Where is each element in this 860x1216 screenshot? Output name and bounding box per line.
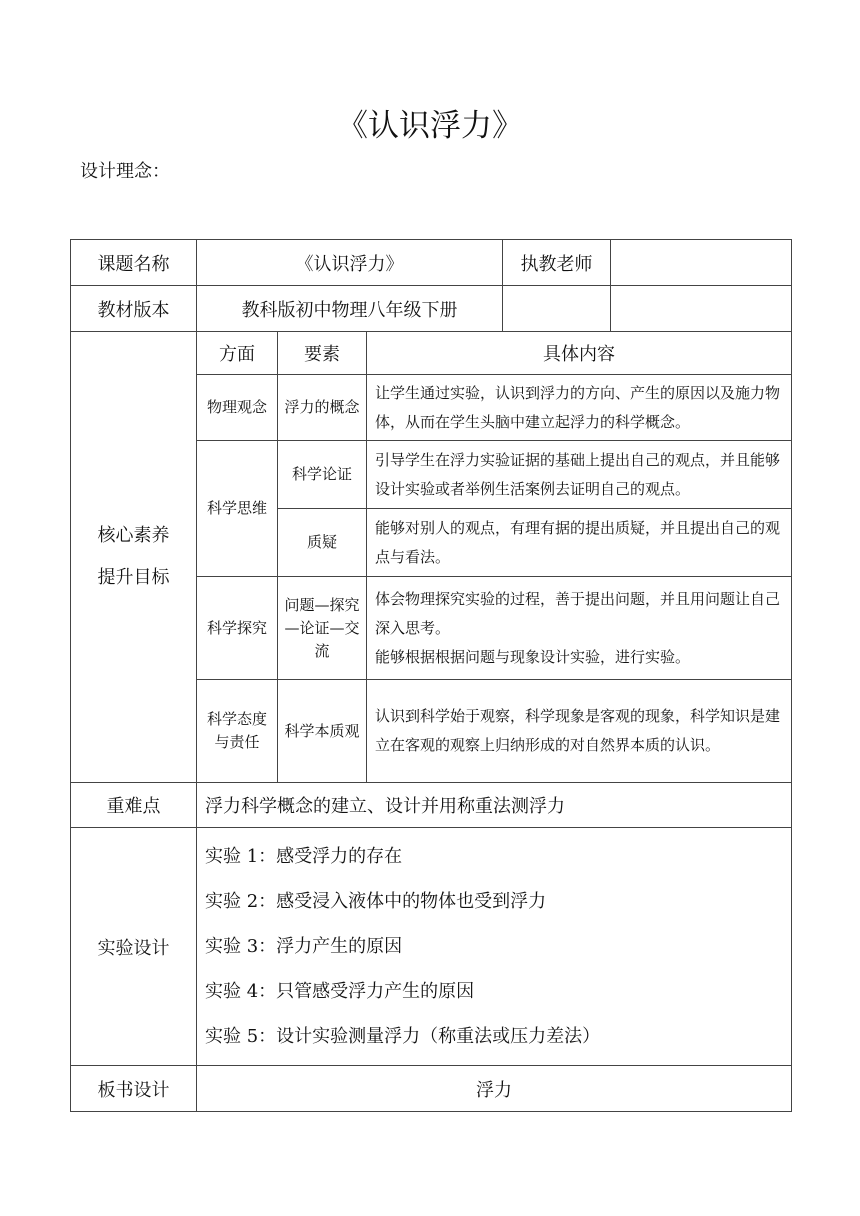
edition-label: 教材版本	[71, 286, 197, 332]
topic-value: 《认识浮力》	[197, 240, 503, 286]
content-cell: 能够对别人的观点，有理有据的提出质疑，并且提出自己的观点与看法。	[367, 509, 792, 577]
content-cell: 认识到科学始于观察，科学现象是客观的现象，科学知识是建立在客观的观察上归纳形成的对自然界本质的认识。	[367, 680, 792, 783]
aspect-cell: 科学思维	[197, 441, 278, 577]
difficulty-row	[71, 783, 792, 828]
element-cell: 浮力的概念	[278, 375, 367, 441]
content-line: 体会物理探究实验的过程，善于提出问题，并且用问题让自己深入思考。	[375, 589, 781, 637]
board-row	[71, 1066, 792, 1112]
lesson-plan-table	[70, 239, 792, 1112]
teacher-value	[611, 240, 792, 286]
topic-row	[71, 240, 792, 286]
content-line: 能够根据根据问题与现象设计实验，进行实验。	[375, 647, 691, 666]
design-concept-label: 设计理念：	[80, 161, 170, 182]
experiment-row	[71, 828, 792, 1066]
content-cell: 让学生通过实验，认识到浮力的方向、产生的原因以及施力物体，从而在学生头脑中建立起浮力的科学概念。	[367, 375, 792, 441]
document-title: 《认识浮力》	[337, 108, 523, 144]
experiment-item: 实验 3：浮力产生的原因	[205, 936, 403, 957]
experiment-item: 实验 2：感受浸入液体中的物体也受到浮力	[205, 891, 547, 912]
content-header: 具体内容	[367, 332, 792, 375]
experiment-item: 实验 1：感受浮力的存在	[205, 846, 403, 867]
experiment-item: 实验 5：设计实验测量浮力（称重法或压力差法）	[205, 1026, 601, 1047]
edition-empty-cell-2	[611, 286, 792, 332]
core-header-row	[71, 332, 792, 375]
aspect-header: 方面	[197, 332, 278, 375]
core-goals-label	[71, 332, 197, 783]
board-value: 浮力	[197, 1066, 792, 1112]
element-cell: 科学论证	[278, 441, 367, 509]
content-cell: 引导学生在浮力实验证据的基础上提出自己的观点，并且能够设计实验或者举例生活案例去证明自己的观点。	[367, 441, 792, 509]
teacher-label: 执教老师	[503, 240, 611, 286]
element-cell: 问题—探究—论证—交流	[278, 577, 367, 680]
aspect-cell: 科学探究	[197, 577, 278, 680]
difficulty-value: 浮力科学概念的建立、设计并用称重法测浮力	[197, 783, 792, 828]
aspect-cell: 科学态度与责任	[197, 680, 278, 783]
content-cell	[367, 577, 792, 680]
core-label-line1: 核心素养	[97, 525, 170, 546]
element-cell: 科学本质观	[278, 680, 367, 783]
edition-value: 教科版初中物理八年级下册	[197, 286, 503, 332]
experiment-item: 实验 4：只管感受浮力产生的原因	[205, 981, 475, 1002]
difficulty-label: 重难点	[71, 783, 197, 828]
element-header: 要素	[278, 332, 367, 375]
edition-row	[71, 286, 792, 332]
experiment-label: 实验设计	[71, 828, 197, 1066]
topic-label: 课题名称	[71, 240, 197, 286]
aspect-cell: 物理观念	[197, 375, 278, 441]
experiment-list	[197, 828, 792, 1066]
board-label: 板书设计	[71, 1066, 197, 1112]
element-cell: 质疑	[278, 509, 367, 577]
core-label-line2: 提升目标	[97, 567, 170, 588]
edition-empty-cell-1	[503, 286, 611, 332]
